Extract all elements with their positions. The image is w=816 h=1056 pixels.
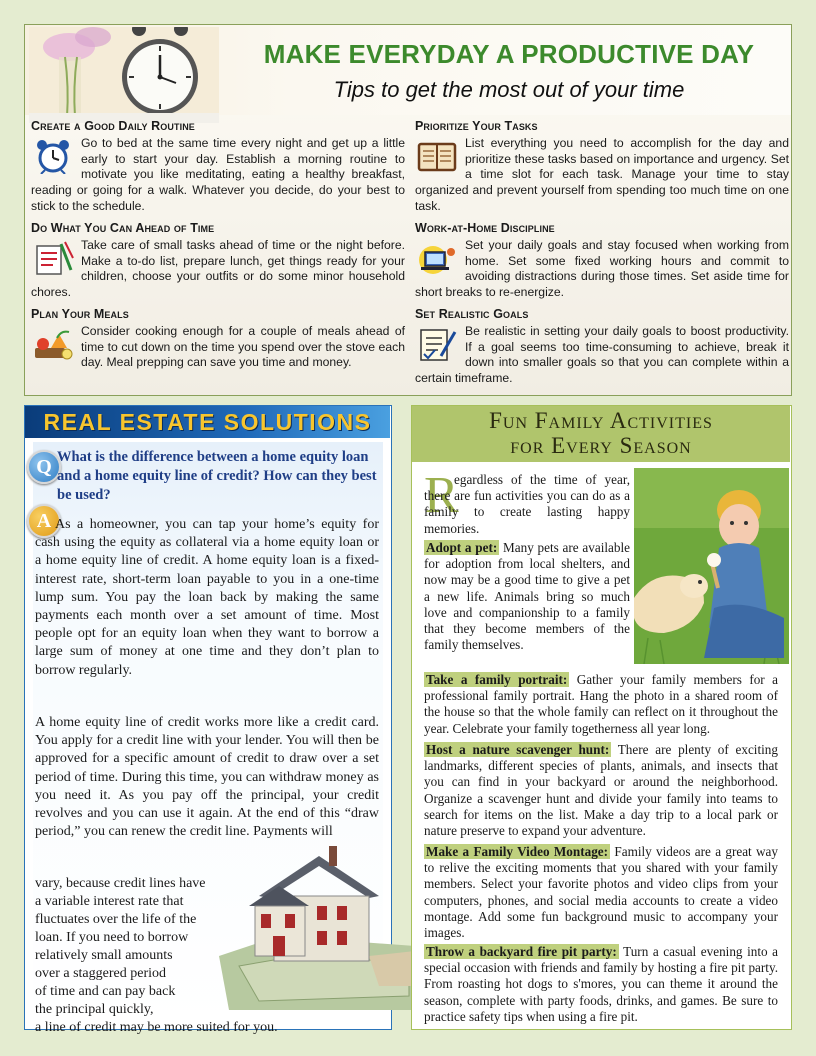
- page-subtitle: Tips to get the most out of your time: [333, 77, 685, 102]
- activity-body: There are plenty of exciting landmarks, different species of plants, animals, and insects that you can find in your backyard or around the neighborhood. Organize a scavenger hunt and divide your family into teams to search for items on the list. Make a day trip to a local park or nature preserve to expand your adventure.: [424, 742, 778, 839]
- activity-body: Many pets are available for adoption from local shelters, and now may be a good time to give a pet a new life. Animals bring so much love and companionship to a family that they become members of the family themselves.: [424, 540, 631, 653]
- tip-body: Consider cooking enough for a couple of meals ahead of time to cut down on the time you spend over the stove each day. Meal prepping can save you time and money.: [81, 323, 405, 370]
- tip-heading: Set Realistic Goals: [415, 307, 529, 321]
- activity-adopt-pet: [424, 540, 630, 653]
- answer-line: vary, because credit lines have: [35, 876, 206, 891]
- tip-daily-routine: [31, 119, 405, 215]
- to-do-list-icon: [31, 240, 75, 276]
- tip-body: Set your daily goals and stay focused when working from home. Set some fixed working hours and commit to avoiding distractions during those times. Set aside time for short breaks to re-energize.: [415, 237, 789, 300]
- activity-fire-pit-party: [424, 944, 778, 1025]
- answer-line: relatively small amounts: [35, 948, 173, 963]
- family-title-line-1: Fun Family Activities: [489, 408, 713, 433]
- answer-line: over a staggered period: [35, 966, 166, 981]
- answer-badge: A: [27, 504, 61, 538]
- tip-prioritize: [415, 119, 789, 215]
- tip-body: Be realistic in setting your daily goals to boost productivity. If a goal seems too time-consuming to achieve, break it down into smaller goals so that you can complete within a certain timeframe.: [415, 323, 789, 386]
- activity-label: Adopt a pet:: [426, 540, 498, 555]
- alarm-clock-flowers-image: [29, 27, 219, 123]
- tip-work-at-home: [415, 221, 789, 301]
- page-title: MAKE EVERYDAY A PRODUCTIVE DAY: [263, 39, 755, 69]
- family-title-line-2: for Every Season: [510, 433, 692, 458]
- tip-heading: Plan Your Meals: [31, 307, 129, 321]
- tip-body: List everything you need to accomplish for the day and prioritize these tasks based on importance and urgency. Set a time slot for each task. Manage your time to stay organized and prevent yourself from spending too much time on one task.: [415, 135, 789, 213]
- activity-body: Family videos are a great way to relive the exciting moments that you shared with your family members. Select your favorite photos and video clips from your computers, phones, and social media accounts to create a video montage. Add some fun background music to accompany your images.: [424, 844, 778, 941]
- activity-family-portrait: [424, 672, 778, 737]
- tip-heading: Create a Good Daily Routine: [31, 119, 195, 133]
- answer-line: loan. If you need to borrow: [35, 930, 189, 945]
- answer-paragraph-2: A home equity line of credit works more like a credit card. You apply for a credit line with your lender. You will then be approved for a specific amount of credit to draw over a set period of time. During this time, you can withdraw money as you need it. As you pay off the principal, your credit revolves and you can use it again. At the end of this “draw period,” you can renew the credit line. Payments will: [35, 715, 379, 840]
- activity-body: Gather your family members for a professional family portrait. Hang the photo in a shared room of the house so that the whole family can reflect on it throughout the year. Celebrate your family togetherness all year long.: [424, 672, 779, 736]
- tip-realistic-goals: [415, 307, 789, 387]
- family-activities-panel: [411, 405, 792, 1030]
- activity-body: Turn a casual evening into a special occasion with friends and family by hosting a fire pit party. From roasting hot dogs to s'mores, you can theme it around the season, complete with party foods, drinks, and games. Be sure to practice safety tips when using a fire pit.: [424, 944, 778, 1024]
- answer-line: fluctuates over the life of the: [35, 912, 197, 927]
- productivity-panel: [24, 24, 792, 396]
- tip-heading: Prioritize Your Tasks: [415, 119, 538, 133]
- family-intro-text: egardless of the time of year, there are fun activities you can do as a family to create lasting happy memories.: [424, 472, 630, 536]
- checklist-icon: [415, 326, 459, 362]
- planner-icon: [415, 138, 459, 174]
- activity-label: Take a family portrait:: [426, 672, 568, 687]
- tip-heading: Do What You Can Ahead of Time: [31, 221, 215, 235]
- home-office-icon: [415, 240, 459, 276]
- activity-label: Host a nature scavenger hunt:: [426, 742, 610, 757]
- tip-body: Take care of small tasks ahead of time or the night before. Make a to-do list, prepare lunch, get things ready for your children, choose your outfits or do some minor household chores.: [31, 237, 405, 300]
- tip-heading: Work-at-Home Discipline: [415, 221, 555, 235]
- real-estate-title: REAL ESTATE SOLUTIONS: [43, 409, 372, 435]
- real-estate-panel: [24, 405, 392, 1035]
- activity-scavenger-hunt: [424, 742, 778, 839]
- activity-label: Make a Family Video Montage:: [426, 844, 609, 859]
- meal-prep-icon: [31, 326, 75, 362]
- family-intro: [424, 467, 630, 537]
- answer-line: the principal quickly,: [35, 1002, 154, 1017]
- activity-label: Throw a backyard fire pit party:: [426, 944, 617, 959]
- activity-video-montage: [424, 844, 778, 941]
- tip-body: Go to bed at the same time every night and get up a little early to start your day. Establish a morning routine to motivate you like meditating, eating a healthy breakfast, reading or going for a walk. Whatever you decide, do your best to stick to the schedule.: [31, 135, 405, 213]
- answer-paragraph-1: As a homeowner, you can tap your home’s equity for cash using the equity as collateral via a home equity loan or a home equity line of credit. A home equity loan is a fixed-interest rate, short-term loan payable to you in a one-time lump sum. You pay the loan back by making the same payments each month over a set amount of time. Most people opt for an equity loan when they want to borrow a large sum of money at one time and they don’t plan to borrow regularly.: [35, 517, 379, 678]
- question-text: What is the difference between a home equity loan and a home equity line of credit? How can they best be used?: [57, 449, 377, 503]
- house-on-money-image: [219, 836, 415, 1010]
- tip-ahead-of-time: [31, 221, 405, 301]
- question-badge: Q: [27, 450, 61, 484]
- answer-line: a line of credit may be more suited for you.: [35, 1020, 278, 1035]
- alarm-clock-icon: [31, 138, 75, 174]
- answer-line: a variable interest rate that: [35, 894, 184, 909]
- answer-line: of time and can pay back: [35, 984, 176, 999]
- tip-plan-meals: [31, 307, 405, 371]
- boy-and-puppy-image: [634, 468, 789, 664]
- intro-dropcap: R: [424, 467, 459, 524]
